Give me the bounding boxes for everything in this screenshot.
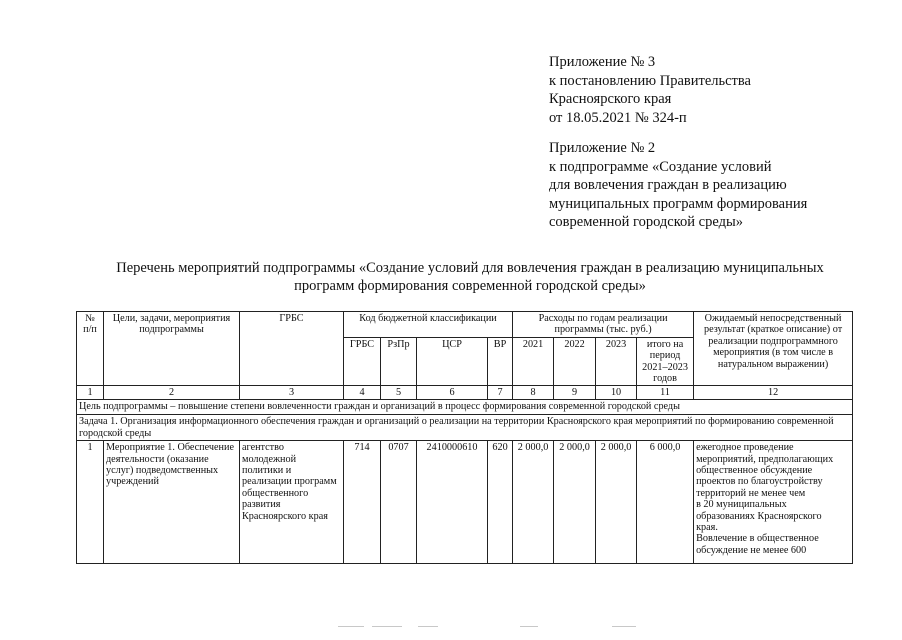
table-header-row — [77, 312, 853, 338]
header-expenses: Расходы по годам реализации программы (тыс. руб.) — [513, 312, 694, 338]
header-num — [77, 312, 104, 386]
column-number: 11 — [637, 386, 694, 400]
row-result-line: ежегодное проведение — [696, 442, 794, 454]
header-expected-result: Ожидаемый непосредственный результат (краткое описание) от реализации подпрограммного мероприятия (в том числе в натуральном выражении) — [694, 312, 853, 386]
row-amount-2021: 2 000,0 — [513, 441, 554, 564]
appendix-line: от 18.05.2021 № 324-п — [549, 109, 687, 126]
row-result-line: общественное обсуждение — [696, 465, 813, 477]
appendix-line: Приложение № 3 — [549, 54, 656, 70]
scan-artifact — [520, 626, 538, 627]
row-grbs-name-line: политики и — [242, 465, 292, 477]
scan-artifact — [612, 626, 636, 627]
subheader-total-line: итого на — [646, 338, 684, 350]
column-number: 7 — [488, 386, 513, 400]
row-amount-2022: 2 000,0 — [554, 441, 596, 564]
row-expected-result — [694, 441, 853, 564]
subheader-total — [637, 337, 694, 386]
subheader-rzpr: РзПр — [381, 337, 417, 386]
appendix-line: для вовлечения граждан в реализацию — [549, 177, 787, 194]
appendix-line: к постановлению Правительства — [549, 72, 751, 89]
row-result-line: в 20 муниципальных — [696, 499, 787, 511]
goal-text: Цель подпрограммы – повышение степени вовлеченности граждан и организаций в процесс формирования современной городской среды — [77, 400, 853, 415]
column-number: 1 — [77, 386, 104, 400]
column-number: 8 — [513, 386, 554, 400]
row-grbs-code: 714 — [344, 441, 381, 564]
subheader-2023: 2023 — [596, 337, 637, 386]
row-result-line: обсуждение не менее 600 — [696, 544, 807, 556]
title-line: программ формирования современной городской среды» — [294, 277, 646, 294]
column-number: 4 — [344, 386, 381, 400]
row-amount-total: 6 000,0 — [637, 441, 694, 564]
row-event-line: деятельности (оказание — [106, 453, 209, 465]
column-number: 3 — [240, 386, 344, 400]
row-vr: 620 — [488, 441, 513, 564]
header-goals: Цели, задачи, мероприятия подпрограммы — [104, 312, 240, 386]
column-number-row — [77, 386, 853, 400]
scan-artifact — [338, 626, 364, 627]
subheader-csr: ЦСР — [417, 337, 488, 386]
row-result-line: территорий не менее чем — [696, 487, 806, 499]
subheader-total-line: годов — [653, 373, 677, 385]
row-grbs-name-line: реализации программ — [242, 476, 337, 488]
events-table — [76, 311, 853, 564]
column-number: 9 — [554, 386, 596, 400]
table-row — [77, 441, 853, 564]
row-result-line: мероприятий, предполагающих — [696, 453, 834, 465]
row-grbs-name-line: Красноярского края — [242, 510, 328, 522]
scan-artifact — [372, 626, 402, 627]
row-grbs-name-line: общественного — [242, 487, 309, 499]
goal-row — [77, 400, 853, 415]
column-number: 2 — [104, 386, 240, 400]
subheader-total-line: период — [649, 350, 681, 362]
subheader-grbs: ГРБС — [344, 337, 381, 386]
task-text: Задача 1. Организация информационного обеспечения граждан и организаций о реализации на территории Красноярского края мероприятий по формированию современной городской среды — [77, 415, 853, 441]
appendix-line: муниципальных программ формирования — [549, 195, 808, 212]
appendix-2-reference — [549, 139, 807, 232]
title-line: Перечень мероприятий подпрограммы «Создание условий для вовлечения граждан в реализацию муниципальных — [116, 260, 824, 276]
row-event-line: учреждений — [106, 476, 159, 488]
row-amount-2023: 2 000,0 — [596, 441, 637, 564]
scan-artifact — [418, 626, 438, 627]
appendix-line: Приложение № 2 — [549, 140, 656, 156]
header-grbs: ГРБС — [240, 312, 344, 386]
row-grbs-name — [240, 441, 344, 564]
row-event-line: Мероприятие 1. Обеспечение — [106, 442, 234, 454]
appendix-line: к подпрограмме «Создание условий — [549, 158, 772, 175]
row-csr: 2410000610 — [417, 441, 488, 564]
subheader-total-line: 2021–2023 — [642, 361, 688, 373]
row-event-line: услуг) подведомственных — [106, 465, 219, 477]
row-result-line: Вовлечение в общественное — [696, 533, 819, 545]
subheader-2021: 2021 — [513, 337, 554, 386]
row-grbs-name-line: агентство — [242, 442, 284, 454]
header-budget-code: Код бюджетной классификации — [344, 312, 513, 338]
header-num-line: № — [85, 313, 95, 324]
column-number: 5 — [381, 386, 417, 400]
row-grbs-name-line: молодежной — [242, 453, 297, 465]
document-title — [70, 260, 870, 295]
row-rzpr: 0707 — [381, 441, 417, 564]
subheader-vr: ВР — [488, 337, 513, 386]
row-result-line: проектов по благоустройству — [696, 476, 823, 488]
appendix-line: современной городской среды» — [549, 214, 743, 231]
row-grbs-name-line: развития — [242, 499, 281, 511]
row-num: 1 — [77, 441, 104, 564]
row-result-line: края. — [696, 522, 718, 534]
column-number: 6 — [417, 386, 488, 400]
subheader-2022: 2022 — [554, 337, 596, 386]
task-row — [77, 415, 853, 441]
column-number: 12 — [694, 386, 853, 400]
row-result-line: образованиях Красноярского — [696, 510, 822, 522]
column-number: 10 — [596, 386, 637, 400]
appendix-3-reference — [549, 53, 751, 127]
appendix-line: Красноярского края — [549, 91, 672, 108]
row-event — [104, 441, 240, 564]
header-num-line: п/п — [83, 324, 97, 336]
